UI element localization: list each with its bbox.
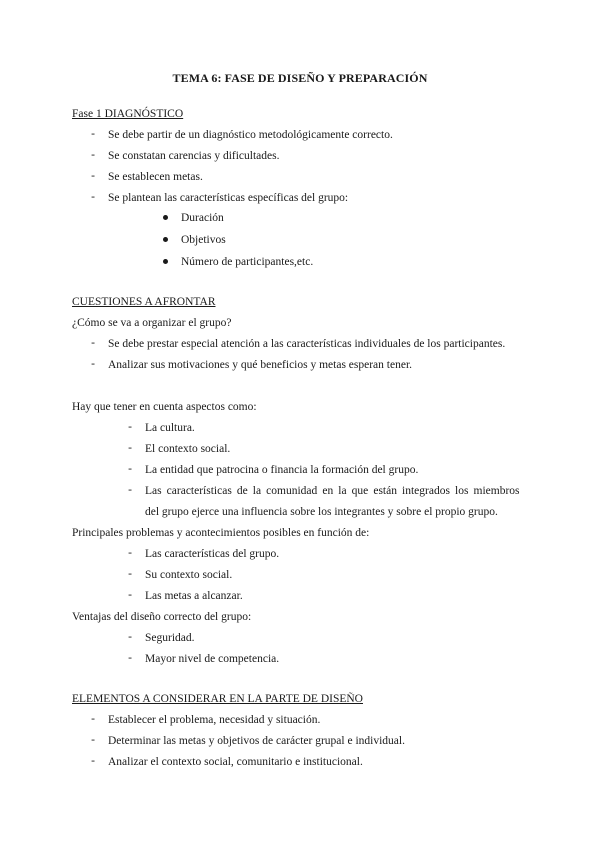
- sub-list-item: Objetivos: [181, 234, 226, 246]
- list-item: Mayor nivel de competencia.: [145, 653, 280, 665]
- dash-marker: -: [91, 358, 95, 370]
- list-item: Establecer el problema, necesidad y situación.: [108, 714, 321, 726]
- dash-marker: -: [128, 568, 132, 580]
- dash-marker: -: [128, 652, 132, 664]
- section-heading-elementos: ELEMENTOS A CONSIDERAR EN LA PARTE DE DISEÑO: [72, 693, 363, 705]
- list-item: Se debe partir de un diagnóstico metodológicamente correcto.: [108, 129, 393, 141]
- dash-marker: -: [91, 337, 95, 349]
- dash-marker: -: [128, 589, 132, 601]
- list-item: Las metas a alcanzar.: [145, 590, 243, 602]
- section-heading-cuestiones: CUESTIONES A AFRONTAR: [72, 296, 216, 308]
- list-item: La entidad que patrocina o financia la formación del grupo.: [145, 464, 419, 476]
- list-item-continuation: del grupo ejerce una influencia sobre los integrantes y sobre el propio grupo.: [145, 506, 498, 518]
- list-item: Se establecen metas.: [108, 171, 203, 183]
- dash-marker: -: [128, 631, 132, 643]
- dash-marker: -: [128, 421, 132, 433]
- list-item: Se plantean las características específicas del grupo:: [108, 192, 349, 204]
- dash-marker: -: [128, 547, 132, 559]
- dash-marker: -: [91, 128, 95, 140]
- dash-marker: -: [91, 149, 95, 161]
- list-item: El contexto social.: [145, 443, 231, 455]
- list-item: Las características del grupo.: [145, 548, 280, 560]
- bullet-dot: [163, 237, 168, 242]
- list-item: Se constatan carencias y dificultades.: [108, 150, 280, 162]
- list-item: Analizar el contexto social, comunitario e institucional.: [108, 756, 363, 768]
- dash-marker: -: [91, 734, 95, 746]
- list-item: La cultura.: [145, 422, 195, 434]
- bullet-dot: [163, 215, 168, 220]
- list-item: Las características de la comunidad en la que están integrados los miembros: [145, 485, 520, 497]
- sub-list-item: Número de participantes,etc.: [181, 256, 314, 268]
- paragraph-intro: Hay que tener en cuenta aspectos como:: [72, 401, 257, 413]
- dash-marker: -: [128, 484, 132, 496]
- paragraph-intro: Ventajas del diseño correcto del grupo:: [72, 611, 252, 623]
- dash-marker: -: [91, 755, 95, 767]
- list-item: Analizar sus motivaciones y qué beneficios y metas esperan tener.: [108, 359, 413, 371]
- question-text: ¿Cómo se va a organizar el grupo?: [72, 317, 232, 329]
- bullet-dot: [163, 259, 168, 264]
- list-item: Determinar las metas y objetivos de carácter grupal e individual.: [108, 735, 405, 747]
- sub-list-item: Duración: [181, 212, 224, 224]
- page-title: TEMA 6: FASE DE DISEÑO Y PREPARACIÓN: [172, 71, 428, 85]
- list-item: Su contexto social.: [145, 569, 233, 581]
- paragraph-intro: Principales problemas y acontecimientos posibles en función de:: [72, 527, 370, 539]
- dash-marker: -: [91, 170, 95, 182]
- dash-marker: -: [91, 191, 95, 203]
- dash-marker: -: [128, 463, 132, 475]
- list-item: Se debe prestar especial atención a las características individuales de los participantes.: [108, 338, 506, 350]
- list-item: Seguridad.: [145, 632, 195, 644]
- dash-marker: -: [91, 713, 95, 725]
- section-heading-fase1: Fase 1 DIAGNÓSTICO: [72, 108, 184, 120]
- dash-marker: -: [128, 442, 132, 454]
